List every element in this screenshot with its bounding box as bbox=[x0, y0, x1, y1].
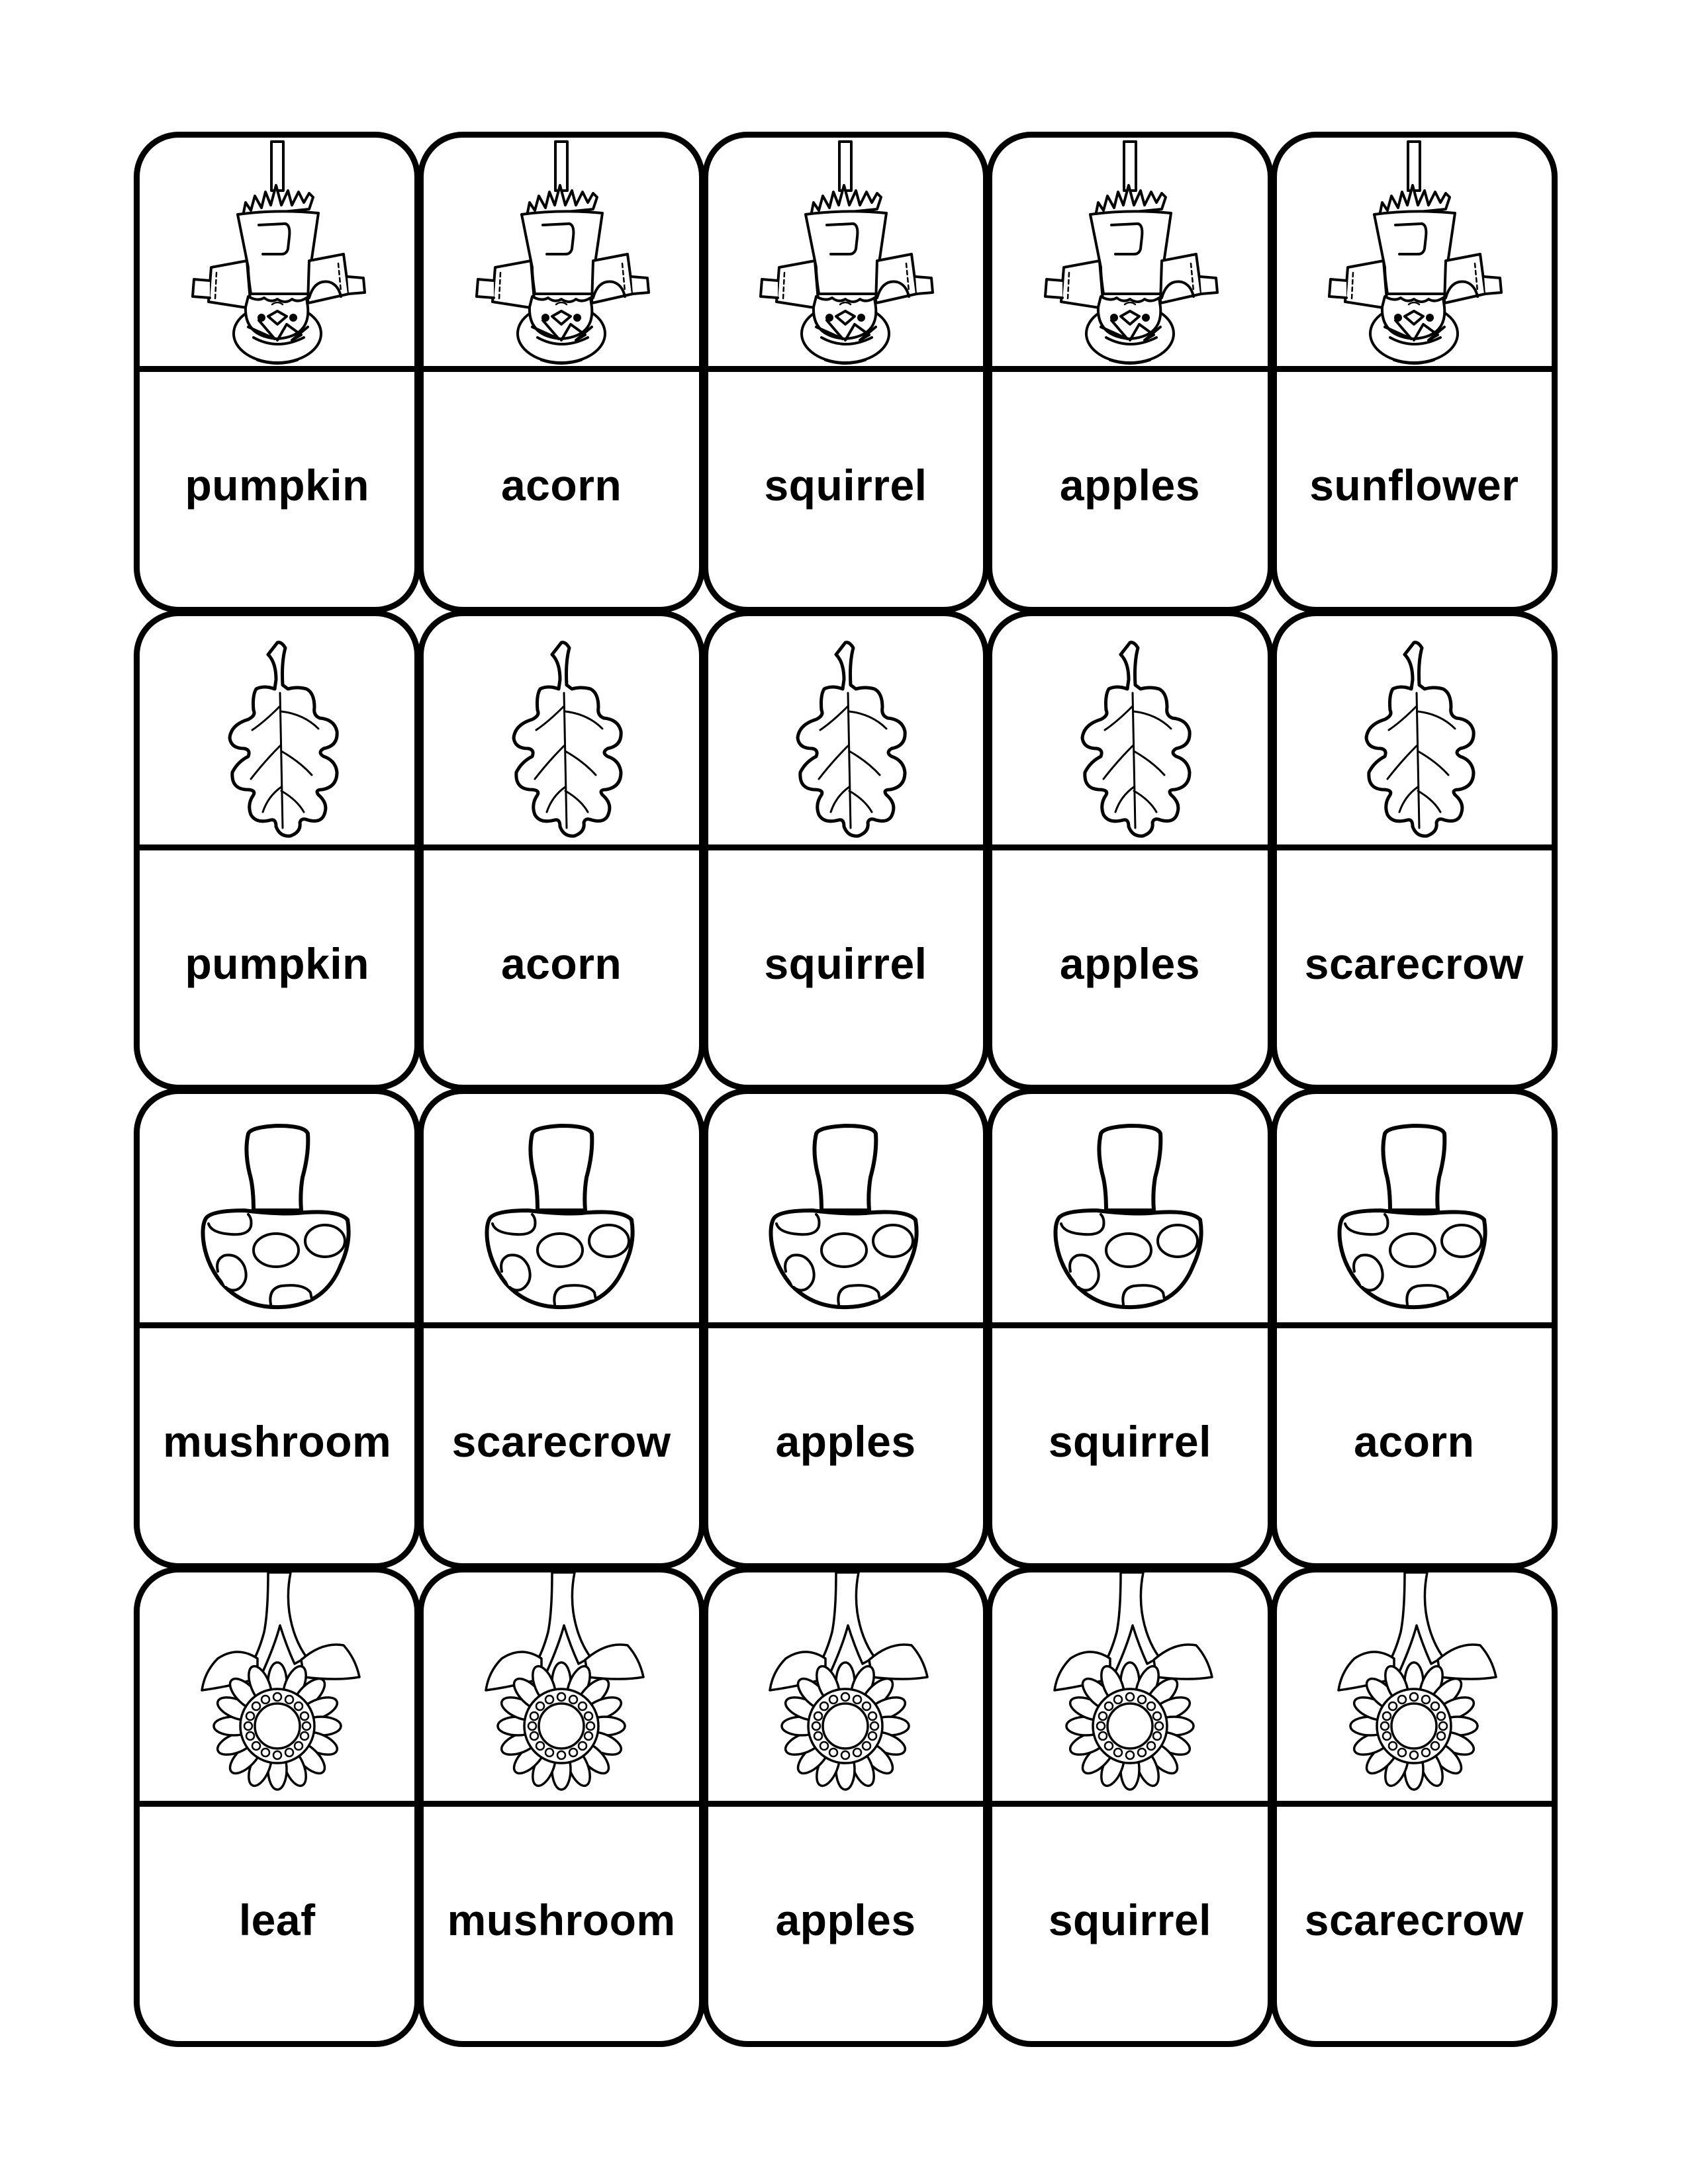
card bbox=[418, 132, 704, 613]
card-word: acorn bbox=[500, 461, 622, 510]
card-picture bbox=[992, 616, 1267, 850]
card-grid bbox=[134, 134, 1555, 2047]
card-word: scarecrow bbox=[451, 1417, 671, 1467]
card bbox=[418, 1567, 704, 2048]
card bbox=[702, 1567, 989, 2048]
card bbox=[134, 1567, 420, 2048]
card bbox=[986, 1567, 1273, 2048]
card bbox=[134, 1088, 420, 1569]
card-picture bbox=[140, 138, 414, 372]
sunflower-icon bbox=[998, 1572, 1262, 1801]
mushroom-icon bbox=[713, 1094, 978, 1322]
card-word: sunflower bbox=[1309, 461, 1519, 510]
card-word: squirrel bbox=[764, 461, 927, 510]
card-picture bbox=[424, 1094, 698, 1328]
card-word: squirrel bbox=[1048, 1895, 1211, 1944]
card-word: pumpkin bbox=[185, 461, 369, 510]
sunflower-icon bbox=[145, 1572, 410, 1801]
scarecrow-icon bbox=[145, 138, 410, 366]
leaf-icon bbox=[998, 616, 1262, 844]
card-word: apples bbox=[775, 1417, 916, 1467]
leaf-icon bbox=[429, 616, 694, 844]
card-picture bbox=[992, 138, 1267, 372]
card-word: squirrel bbox=[764, 938, 927, 988]
card-picture bbox=[1277, 138, 1552, 372]
mushroom-icon bbox=[429, 1094, 694, 1322]
scarecrow-icon bbox=[998, 138, 1262, 366]
card bbox=[1271, 132, 1558, 613]
card-picture bbox=[1277, 1572, 1552, 1807]
leaf-icon bbox=[1282, 616, 1546, 844]
card bbox=[702, 132, 989, 613]
card-picture bbox=[708, 1572, 983, 1807]
card-picture bbox=[140, 1094, 414, 1328]
card bbox=[986, 1088, 1273, 1569]
card-picture bbox=[140, 616, 414, 850]
card-picture bbox=[992, 1572, 1267, 1807]
card bbox=[986, 132, 1273, 613]
card-word: mushroom bbox=[163, 1417, 392, 1467]
card bbox=[418, 610, 704, 1091]
card bbox=[1271, 1088, 1558, 1569]
mushroom-icon bbox=[145, 1094, 410, 1322]
sunflower-icon bbox=[713, 1572, 978, 1801]
card-picture bbox=[1277, 616, 1552, 850]
card-picture bbox=[1277, 1094, 1552, 1328]
card-word: mushroom bbox=[447, 1895, 676, 1944]
card-word: acorn bbox=[1354, 1417, 1475, 1467]
card-word: squirrel bbox=[1048, 1417, 1211, 1467]
card-picture bbox=[708, 1094, 983, 1328]
card-word: apples bbox=[775, 1895, 916, 1944]
leaf-icon bbox=[713, 616, 978, 844]
card bbox=[134, 610, 420, 1091]
card-picture bbox=[708, 138, 983, 372]
card bbox=[1271, 610, 1558, 1091]
card bbox=[418, 1088, 704, 1569]
card bbox=[702, 1088, 989, 1569]
leaf-icon bbox=[145, 616, 410, 844]
scarecrow-icon bbox=[1282, 138, 1546, 366]
card-word: scarecrow bbox=[1304, 938, 1524, 988]
card-picture bbox=[140, 1572, 414, 1807]
card-picture bbox=[424, 138, 698, 372]
card-word: apples bbox=[1059, 461, 1200, 510]
card-word: scarecrow bbox=[1304, 1895, 1524, 1944]
card bbox=[134, 132, 420, 613]
card-word: apples bbox=[1059, 938, 1200, 988]
mushroom-icon bbox=[1282, 1094, 1546, 1322]
scarecrow-icon bbox=[429, 138, 694, 366]
sunflower-icon bbox=[1282, 1572, 1546, 1801]
card-picture bbox=[708, 616, 983, 850]
card-word: pumpkin bbox=[185, 938, 369, 988]
card-picture bbox=[424, 616, 698, 850]
sunflower-icon bbox=[429, 1572, 694, 1801]
card bbox=[1271, 1567, 1558, 2048]
card-picture bbox=[424, 1572, 698, 1807]
card-picture bbox=[992, 1094, 1267, 1328]
card bbox=[702, 610, 989, 1091]
card-word: leaf bbox=[238, 1895, 316, 1944]
mushroom-icon bbox=[998, 1094, 1262, 1322]
scarecrow-icon bbox=[713, 138, 978, 366]
card bbox=[986, 610, 1273, 1091]
card-word: acorn bbox=[500, 938, 622, 988]
